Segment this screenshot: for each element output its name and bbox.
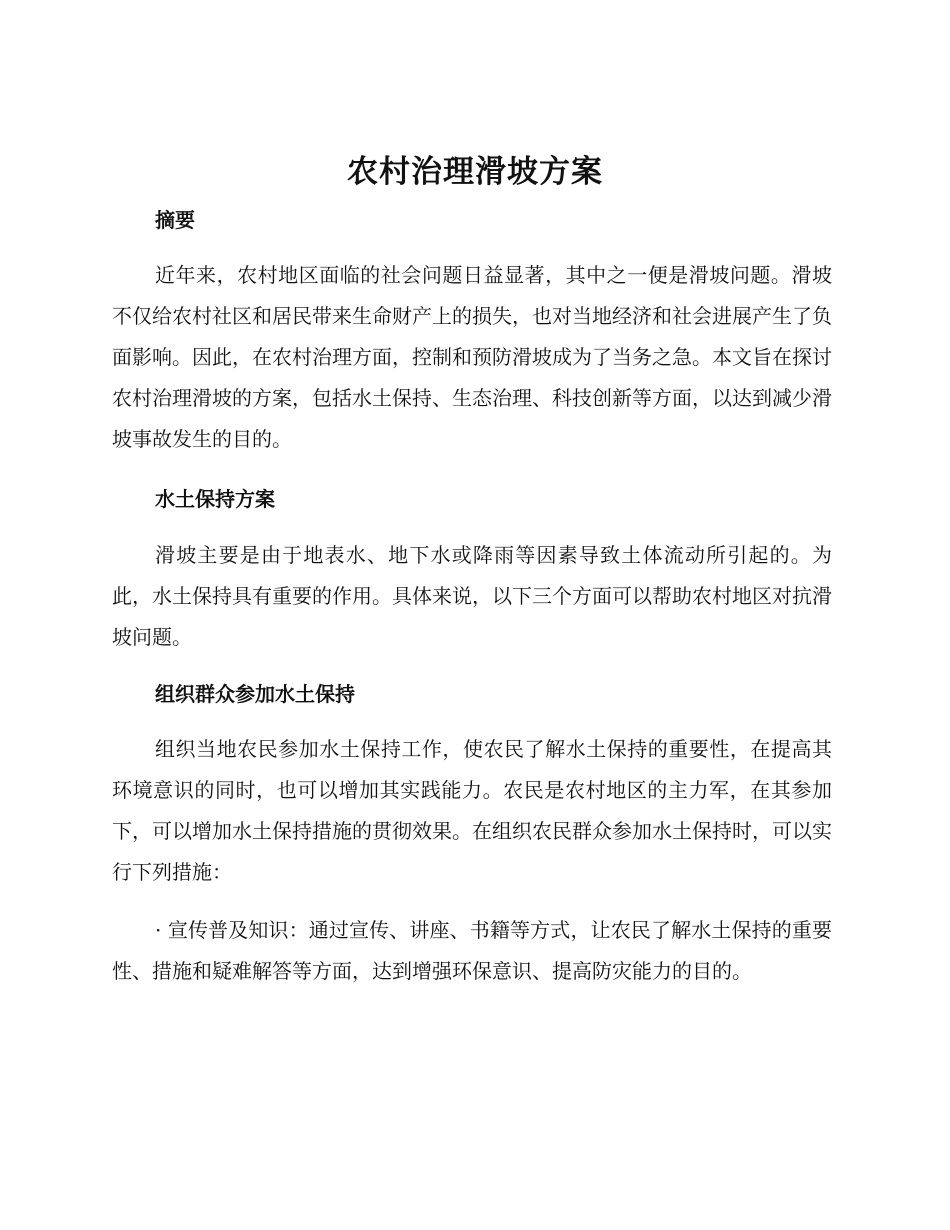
bullet-item-publicity: · 宣传普及知识：通过宣传、讲座、书籍等方式，让农民了解水土保持的重要性、措施和疑难解答等方面，达到增强环保意识、提高防灾能力的目的。 <box>112 918 832 983</box>
section-heading-organize-masses: 组织群众参加水土保持 <box>155 682 355 706</box>
paragraph-soil-conservation: 滑坡主要是由于地表水、地下水或降雨等因素导致土体流动所引起的。为此，水土保持具有重要的作用。具体来说，以下三个方面可以帮助农村地区对抗滑坡问题。 <box>112 543 832 649</box>
section-heading-abstract: 摘要 <box>155 208 195 232</box>
paragraph-abstract: 近年来，农村地区面临的社会问题日益显著，其中之一便是滑坡问题。滑坡不仅给农村社区和居民带来生命财产上的损失，也对当地经济和社会进展产生了负面影响。因此，在农村治理方面，控制和预防滑坡成为了当务之急。本文旨在探讨农村治理滑坡的方案，包括水土保持、生态治理、科技创新等方面，以达到减少滑坡事故发生的目的。 <box>112 263 832 451</box>
document-title: 农村治理滑坡方案 <box>347 154 603 190</box>
paragraph-organize-masses: 组织当地农民参加水土保持工作，使农民了解水土保持的重要性，在提高其环境意识的同时，也可以增加其实践能力。农民是农村地区的主力军，在其参加下，可以增加水土保持措施的贯彻效果。在组织农民群众参加水土保持时，可以实行下列措施： <box>112 737 832 884</box>
section-heading-soil-conservation: 水土保持方案 <box>155 487 275 511</box>
